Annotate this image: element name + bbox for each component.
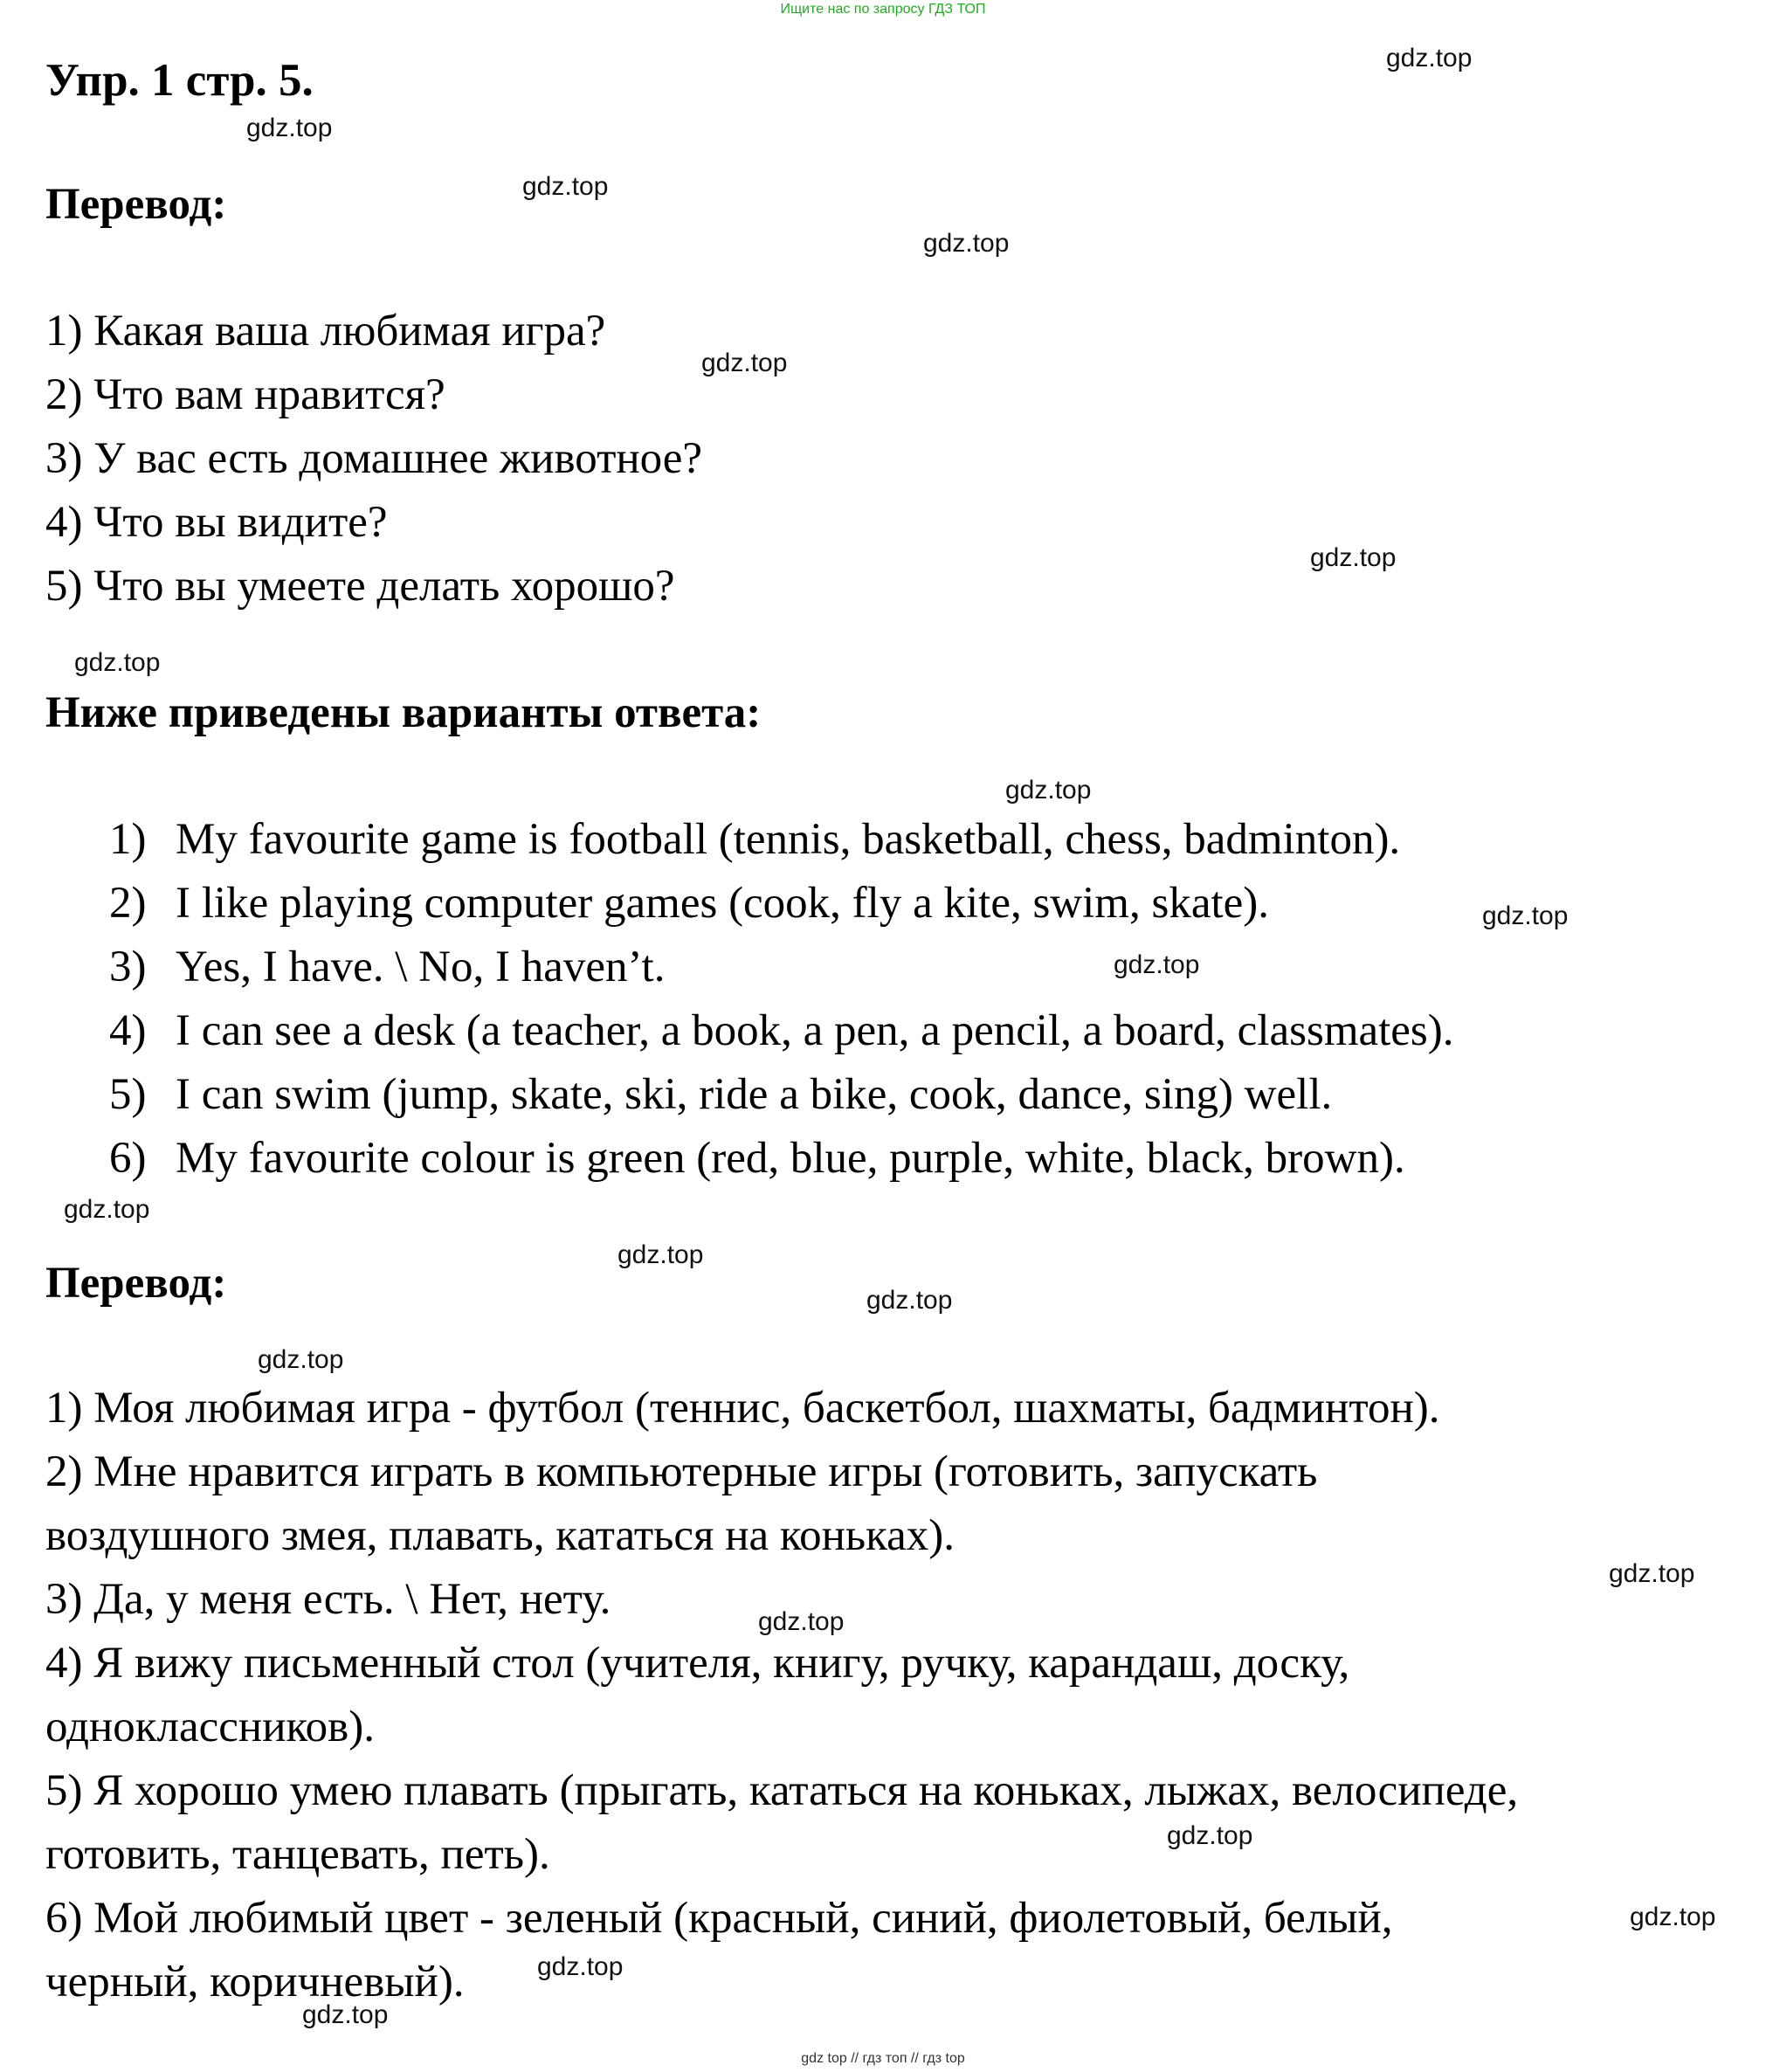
watermark: gdz.top — [1609, 1559, 1695, 1588]
watermark: gdz.top — [1167, 1821, 1253, 1850]
answer-4 — [109, 1005, 1454, 1056]
answer-2 — [109, 878, 1269, 929]
answer-number: 3) — [109, 943, 147, 991]
translation-line: 4) Я вижу письменный стол (учителя, книгу, ручку, карандаш, доску, — [45, 1639, 1350, 1688]
watermark: gdz.top — [923, 229, 1010, 258]
answer-text: I like playing computer games (cook, fly a kite, swim, skate). — [176, 879, 1269, 928]
watermark: gdz.top — [64, 1195, 150, 1224]
translation-line: 5) Я хорошо умею плавать (прыгать, кататься на коньках, лыжах, велосипеде, — [45, 1766, 1519, 1815]
watermark: gdz.top — [74, 648, 161, 677]
watermark: gdz.top — [522, 172, 609, 201]
answer-text: I can swim (jump, skate, ski, ride a bike, cook, dance, sing) well. — [176, 1070, 1333, 1119]
answer-6 — [109, 1133, 1405, 1184]
answer-1 — [109, 814, 1400, 865]
watermark: gdz.top — [302, 2000, 389, 2029]
answers-heading: Ниже приведены варианты ответа: — [45, 688, 762, 737]
translation-line: воздушного змея, плавать, кататься на коньках). — [45, 1511, 955, 1560]
translation-line: 1) Моя любимая игра - футбол (теннис, баскетбол, шахматы, бадминтон). — [45, 1384, 1440, 1433]
answer-text: I can see a desk (a teacher, a book, a pen, a pencil, a board, classmates). — [176, 1006, 1454, 1055]
watermark: gdz.top — [1630, 1903, 1716, 1931]
answer-number: 1) — [109, 815, 147, 864]
question-4: 4) Что вы видите? — [45, 498, 388, 547]
section-heading-translation-2: Перевод: — [45, 1259, 227, 1308]
answer-5 — [109, 1069, 1332, 1120]
question-5: 5) Что вы умеете делать хорошо? — [45, 562, 675, 611]
watermark: gdz.top — [537, 1952, 624, 1981]
watermark: gdz.top — [246, 114, 333, 142]
watermark: gdz.top — [758, 1607, 845, 1636]
exercise-title: Упр. 1 стр. 5. — [45, 55, 314, 106]
watermark: gdz.top — [1310, 543, 1397, 572]
translation-line: одноклассников). — [45, 1702, 375, 1751]
top-note: Ищите нас по запросу ГДЗ ТОП — [780, 2, 986, 17]
watermark: gdz.top — [258, 1345, 344, 1374]
translation-line: готовить, танцевать, петь). — [45, 1830, 550, 1879]
translation-line: 3) Да, у меня есть. \ Нет, нету. — [45, 1575, 611, 1624]
section-heading-translation-1: Перевод: — [45, 180, 227, 229]
watermark: gdz.top — [1114, 950, 1200, 979]
answer-number: 4) — [109, 1006, 147, 1055]
translation-line: 6) Мой любимый цвет - зеленый (красный, синий, фиолетовый, белый, — [45, 1894, 1393, 1943]
answer-text: My favourite game is football (tennis, basketball, chess, badminton). — [176, 815, 1401, 864]
watermark: gdz.top — [701, 349, 788, 377]
answer-text: Yes, I have. \ No, I haven’t. — [176, 943, 666, 991]
translation-line: 2) Мне нравится играть в компьютерные игры (готовить, запускать — [45, 1447, 1318, 1496]
watermark: gdz.top — [866, 1286, 953, 1315]
watermark: gdz.top — [1005, 776, 1092, 805]
answer-number: 6) — [109, 1134, 147, 1183]
translation-line: черный, коричневый). — [45, 1958, 465, 2006]
question-3: 3) У вас есть домашнее животное? — [45, 434, 703, 483]
watermark: gdz.top — [617, 1240, 704, 1269]
question-2: 2) Что вам нравится? — [45, 370, 445, 419]
answer-number: 5) — [109, 1070, 147, 1119]
answer-number: 2) — [109, 879, 147, 928]
watermark: gdz.top — [1386, 44, 1473, 73]
question-1: 1) Какая ваша любимая игра? — [45, 307, 606, 356]
watermark: gdz.top — [1482, 901, 1569, 930]
answer-text: My favourite colour is green (red, blue, purple, white, black, brown). — [176, 1134, 1405, 1183]
answer-3 — [109, 942, 665, 992]
bottom-note: gdz top // гдз топ // гдз top — [801, 2051, 965, 2066]
